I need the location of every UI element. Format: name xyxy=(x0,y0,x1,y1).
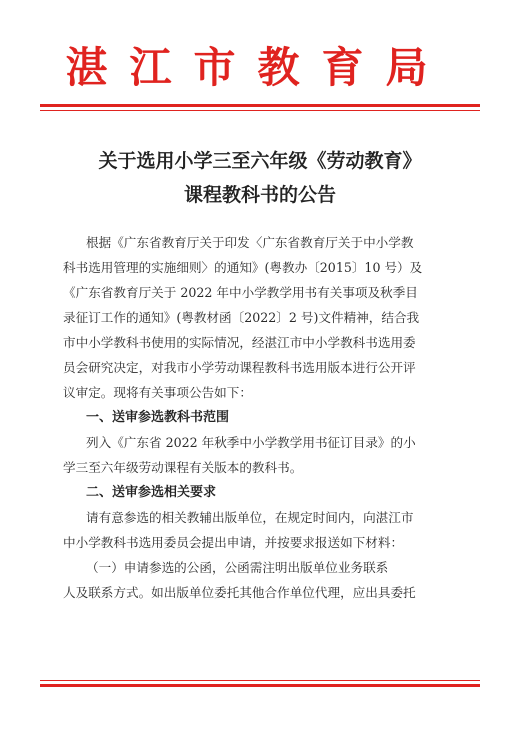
section-heading-requirements: 二、送审参选相关要求 xyxy=(86,485,217,500)
paragraph-line: 议审定。现将有关事项公告如下： xyxy=(63,385,252,400)
document-title-line-1: 关于选用小学三至六年级《劳动教育》 xyxy=(98,150,422,172)
paragraph-line: （一）申请参选的公函，公函需注明出版单位业务联系 xyxy=(86,560,389,575)
footer-rule-thin xyxy=(40,680,480,681)
paragraph-line: 录征订工作的通知》(粤教材函〔2022〕2 号)文件精神，结合我 xyxy=(63,310,420,325)
section-heading-scope: 一、送审参选教科书范围 xyxy=(86,410,230,425)
document-title-line-2: 课程教科书的公告 xyxy=(183,184,336,206)
paragraph-line: 中小学教科书选用委员会提出申请，并按要求报送如下材料： xyxy=(63,535,404,550)
letterhead-title: 湛江市教育局 xyxy=(65,43,450,92)
footer-rule-thick xyxy=(40,684,480,687)
paragraph-line: 市中小学教科书使用的实际情况，经湛江市中小学教科书选用委 xyxy=(63,335,416,350)
paragraph-line: 学三至六年级劳动课程有关版本的教科书。 xyxy=(63,460,303,475)
letterhead-rule-thin-top xyxy=(40,110,480,111)
paragraph-line: 请有意参选的相关教辅出版单位，在规定时间内，向湛江市 xyxy=(86,510,414,525)
paragraph-line: 人及联系方式。如出版单位委托其他合作单位代理，应出具委托 xyxy=(63,585,416,600)
paragraph-line: 根据《广东省教育厅关于印发〈广东省教育厅关于中小学教 xyxy=(86,235,414,250)
paragraph-line: 科书选用管理的实施细则〉的通知》(粤教办〔2015〕10 号）及 xyxy=(63,260,423,275)
paragraph-line: 员会研究决定，对我市小学劳动课程教科书选用版本进行公开评 xyxy=(63,360,416,375)
paragraph-line: 列入《广东省 2022 年秋季中小学教学用书征订目录》的小 xyxy=(86,435,416,450)
letterhead-rule-thick-top xyxy=(40,104,480,107)
paragraph-line: 《广东省教育厅关于 2022 年中小学教学用书有关事项及秋季目 xyxy=(63,285,418,300)
